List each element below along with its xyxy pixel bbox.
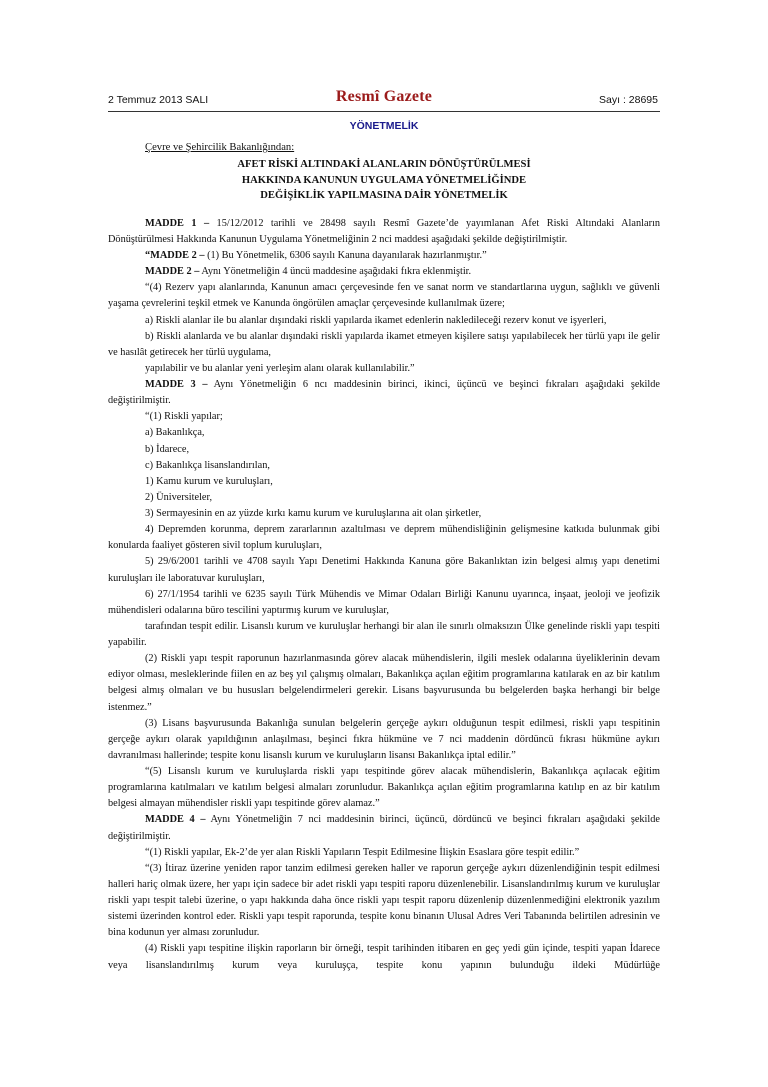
body-paragraph <box>108 313 660 329</box>
paragraph-text: (1) Bu Yönetmelik, 6306 sayılı Kanuna dayanılarak hazırlanmıştır.” <box>204 250 487 262</box>
regulation-title-line: DEĞİŞİKLİK YAPILMASINA DAİR YÖNETMELİK <box>260 190 508 202</box>
gazette-page <box>108 88 660 974</box>
body-paragraph <box>108 861 660 942</box>
paragraph-text: 6) 27/1/1954 tarihli ve 6235 sayılı Türk Mühendis ve Mimar Odaları Birliği Kanunu uyarınca, inşaat, jeoloji ve jeofizik mühendisleri odalarına büro tescilini yaptırmış kurum ve kuruluşlar, <box>108 588 660 616</box>
body-paragraph <box>108 216 660 248</box>
body-paragraph <box>108 377 660 409</box>
body-paragraph <box>108 264 660 280</box>
body-paragraph <box>108 554 660 586</box>
ministry-name: Çevre ve Şehircilik Bakanlığından: <box>145 142 295 153</box>
body-paragraph <box>108 442 660 458</box>
paragraph-text: Aynı Yönetmeliğin 6 ncı maddesinin birinci, ikinci, üçüncü ve beşinci fıkraları aşağıdaki şekilde değiştirilmiştir. <box>108 379 660 407</box>
regulation-body <box>108 216 660 974</box>
body-paragraph <box>108 941 660 973</box>
article-heading: MADDE 3 – <box>145 379 208 391</box>
paragraph-text: yapılabilir ve bu alanlar yeni yerleşim alanı olarak kullanılabilir.” <box>145 362 415 374</box>
body-paragraph <box>108 248 660 264</box>
paragraph-text: 1) Kamu kurum ve kuruluşları, <box>145 475 273 487</box>
body-paragraph <box>108 651 660 716</box>
paragraph-text: a) Riskli alanlar ile bu alanlar dışındaki riskli yapılarda ikamet edenlerin nakledileceği rezerv konut ve işyerleri, <box>145 314 607 326</box>
body-paragraph <box>108 506 660 522</box>
paragraph-text: “(1) Riskli yapılar, Ek-2’de yer alan Riskli Yapıların Tespit Edilmesine İlişkin Esaslara göre tespit edilir.” <box>145 846 580 858</box>
paragraph-text: “(3) İtiraz üzerine yeniden rapor tanzim edilmesi gereken haller ve raporun gerçeğe aykırı düzenlendiğinin tespit edilmesi halleri hariç olmak üzere, her yapı için sadece bir adet riskli yapı tespiti raporu düzenlenebilir. Lisanslandırılmış kurum ve kuruluşlar riskli yapı tespit talebi üzerine, o yapı hakkında daha önce riskli yapı tespit raporu düzenlenip düzenlenmediğini elektronik yazılım sistemi üzerinden kontrol eder. Riskli yapı tespit raporunda, tespite konu binanın Ulusal Adres Veri Tabanında belirtilen adresinin ve bina kodunun yer alması zorunludur. <box>108 862 660 939</box>
paragraph-text: 3) Sermayesinin en az yüzde kırkı kamu kurum ve kuruluşlarına ait olan şirketler, <box>145 508 482 520</box>
paragraph-text: (3) Lisans başvurusunda Bakanlığa sunulan belgelerin gerçeğe aykırı olduğunun tespit edilmesi, riskli yapı tespitinin gerçeğe aykırı olarak yapıldığının anlaşılması, beşinci fıkra hükmüne ve 7 nci maddenin dördüncü fıkrası hükmüne aykırı davranılması hallerinde; tespite konu lisanslı kurum ve kuruluşların lisansı Bakanlıkça iptal edilir.” <box>108 717 660 761</box>
section-title: YÖNETMELİK <box>349 120 419 132</box>
body-paragraph <box>108 329 660 361</box>
regulation-title-line: AFET RİSKİ ALTINDAKİ ALANLARIN DÖNÜŞTÜRÜLMESİ <box>237 159 531 170</box>
issue-date: 2 Temmuz 2013 SALI <box>108 94 209 106</box>
paragraph-text: “(1) Riskli yapılar; <box>145 411 223 423</box>
paragraph-text: c) Bakanlıkça lisanslandırılan, <box>145 459 270 471</box>
body-paragraph <box>108 522 660 554</box>
body-paragraph <box>108 845 660 861</box>
article-heading: “MADDE 2 – <box>145 250 205 262</box>
body-paragraph <box>108 587 660 619</box>
article-heading: MADDE 4 – <box>145 814 206 826</box>
paragraph-text: a) Bakanlıkça, <box>145 427 205 439</box>
body-paragraph <box>108 280 660 312</box>
issue-number: Sayı : 28695 <box>599 94 658 106</box>
body-paragraph <box>108 716 660 764</box>
body-paragraph <box>108 409 660 425</box>
body-paragraph <box>108 361 660 377</box>
paragraph-text: (2) Riskli yapı tespit raporunun hazırlanmasında görev alacak mühendislerin, ilgili meslek odalarına üyeliklerinin devam ediyor olması, mesleklerinde fiilen en az beş yıl çalışmış olmaları, Bakanlıkça açılan eğitim programlarına katılarak en az bir katılım belgesi almış olmaları ve bu hususları belgelendirmeleri gerekir. Lisans başvurusunda bu belgelerden başka herhangi bir belge istenmez.” <box>108 653 660 713</box>
body-paragraph <box>108 458 660 474</box>
paragraph-text: Aynı Yönetmeliğin 4 üncü maddesine aşağıdaki fıkra eklenmiştir. <box>199 266 472 278</box>
paragraph-text: (4) Riskli yapı tespitine ilişkin raporların bir örneği, tespit tarihinden itibaren en geç yedi gün içinde, tespiti yapan İdarece veya lisanslandırılmış kurum veya kuruluşça, tespite konu yapının bulunduğu ildeki Müdürlüğe <box>108 943 660 971</box>
article-heading: MADDE 2 – <box>145 266 200 278</box>
paragraph-text: 5) 29/6/2001 tarihli ve 4708 sayılı Yapı Denetimi Hakkında Kanuna göre Bakanlıktan izin belgesi almış yapı denetimi kuruluşları ile laboratuvar kuruluşları, <box>108 556 660 584</box>
article-heading: MADDE 1 – <box>145 217 210 229</box>
body-paragraph <box>108 490 660 506</box>
regulation-title <box>108 157 660 204</box>
body-paragraph <box>108 619 660 651</box>
gazette-title: Resmî Gazete <box>335 88 433 105</box>
paragraph-text: 15/12/2012 tarihli ve 28498 sayılı Resmî Gazete’de yayımlanan Afet Riski Altındaki Alanların Dönüştürülmesi Hakkında Kanunun Uygulama Yönetmeliğinin 2 nci maddesi aşağıdaki şekilde değiştirilmiştir. <box>108 217 661 245</box>
body-paragraph <box>108 425 660 441</box>
paragraph-text: Aynı Yönetmeliğin 7 nci maddesinin birinci, üçüncü, dördüncü ve beşinci fıkraları aşağıdaki şekilde değiştirilmiştir. <box>108 814 660 842</box>
paragraph-text: b) Riskli alanlarda ve bu alanlar dışındaki riskli yapılarda ikamet etmeyen kişilere satışı yapılabilecek her türlü yapı ile gelir ve hasılât getirecek her türlü uygulama, <box>108 330 660 358</box>
paragraph-text: 2) Üniversiteler, <box>145 491 213 503</box>
paragraph-text: 4) Depremden korunma, deprem zararlarının azaltılması ve deprem mühendisliğinin gelişmesine katkıda bulunmak gibi konularda faaliyet gösteren sivil toplum kuruluşları, <box>108 524 660 552</box>
paragraph-text: “(5) Lisanslı kurum ve kuruluşlarda riskli yapı tespitinde görev alacak mühendislerin, Bakanlıkça açılacak eğitim programlarına katılmaları ve katılım belgesi almaları zorunludur. Bakanlıkça açılan eğitim programlarına katılıp en az bir katılım belgesi almayan mühendisler riskli yapı tespitinde görev alamaz.” <box>108 766 660 810</box>
paragraph-text: tarafından tespit edilir. Lisanslı kurum ve kuruluşlar herhangi bir alan ile sınırlı olmaksızın Ülke genelinde riskli yapı tespiti yapabilir. <box>108 620 660 649</box>
regulation-title-line: HAKKINDA KANUNUN UYGULAMA YÖNETMELİĞİNDE <box>241 174 527 186</box>
paragraph-text: “(4) Rezerv yapı alanlarında, Kanunun amacı çerçevesinde fen ve sanat norm ve standartlarına uygun, sağlıklı ve güvenli yaşama çevrelerini teşkil etmek ve Kanunda öngörülen amaçlar çerçevesinde kullanılmak üzere; <box>108 282 660 310</box>
body-paragraph <box>108 812 660 844</box>
body-paragraph <box>108 474 660 490</box>
paragraph-text: b) İdarece, <box>145 443 190 455</box>
page-header <box>108 88 660 110</box>
header-divider <box>108 111 660 112</box>
body-paragraph <box>108 764 660 812</box>
